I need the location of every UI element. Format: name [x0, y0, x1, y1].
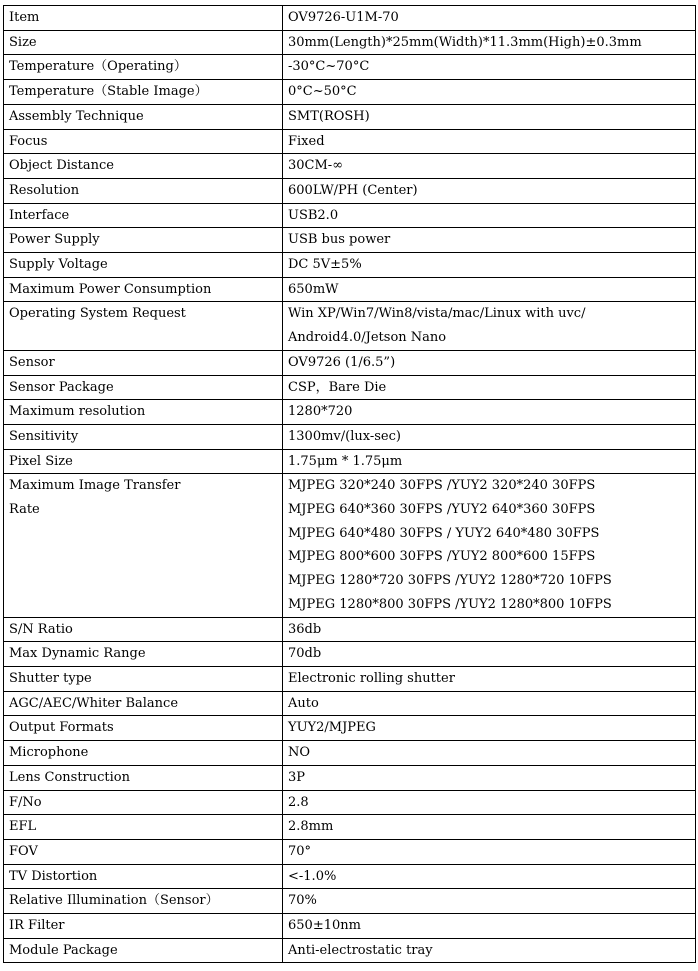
- spec-row: [4, 741, 696, 766]
- spec-value-line: NO: [288, 745, 311, 761]
- spec-row: [4, 424, 696, 449]
- spec-value-cell: [283, 889, 696, 914]
- spec-label-cell: AGC/AEC/Whiter Balance: [4, 691, 283, 716]
- spec-row: [4, 790, 696, 815]
- spec-label-cell: Size: [4, 30, 283, 55]
- spec-row: [4, 154, 696, 179]
- spec-row: [4, 203, 696, 228]
- spec-value-line: 650±10nm: [288, 918, 361, 934]
- spec-row: [4, 55, 696, 80]
- spec-value-line: 1280*720: [288, 404, 353, 420]
- spec-row: [4, 716, 696, 741]
- spec-value-cell: [283, 790, 696, 815]
- spec-value-line: 600LW/PH (Center): [288, 182, 418, 198]
- spec-value-cell: [283, 474, 696, 617]
- spec-value-line: Auto: [288, 695, 319, 711]
- spec-value-cell: [283, 253, 696, 278]
- spec-label-cell: Focus: [4, 129, 283, 154]
- spec-value-line: -30°C~70°C: [288, 59, 370, 75]
- spec-row: [4, 129, 696, 154]
- spec-value-line: MJPEG 320*240 30FPS /YUY2 320*240 30FPS: [288, 478, 596, 494]
- spec-value-line: 70db: [288, 646, 322, 662]
- spec-value-cell: [283, 400, 696, 425]
- spec-row: [4, 350, 696, 375]
- spec-label-cell: Sensor: [4, 350, 283, 375]
- spec-value-cell: [283, 864, 696, 889]
- spec-value-cell: [283, 80, 696, 105]
- spec-label-cell: TV Distortion: [4, 864, 283, 889]
- spec-row: [4, 889, 696, 914]
- spec-value-line: MJPEG 800*600 30FPS /YUY2 800*600 15FPS: [288, 549, 596, 565]
- spec-label-cell: Lens Construction: [4, 765, 283, 790]
- spec-row: [4, 6, 696, 31]
- spec-value-line: MJPEG 640*360 30FPS /YUY2 640*360 30FPS: [288, 502, 596, 518]
- spec-value-cell: [283, 154, 696, 179]
- spec-value-cell: [283, 839, 696, 864]
- spec-value-line: <-1.0%: [288, 868, 337, 884]
- spec-row: [4, 914, 696, 939]
- spec-value-cell: [283, 277, 696, 302]
- spec-row: [4, 864, 696, 889]
- spec-value-cell: [283, 350, 696, 375]
- spec-value-line: 2.8mm: [288, 819, 334, 835]
- spec-label-cell: F/No: [4, 790, 283, 815]
- spec-value-line: Fixed: [288, 133, 325, 149]
- spec-value-cell: [283, 228, 696, 253]
- spec-value-cell: [283, 666, 696, 691]
- spec-value-line: 2.8: [288, 794, 309, 810]
- spec-label-cell: Module Package: [4, 938, 283, 963]
- spec-value-cell: [283, 30, 696, 55]
- spec-label-line: Maximum Image Transfer: [9, 478, 181, 494]
- spec-value-line: 0°C~50°C: [288, 84, 357, 100]
- spec-label-cell: Operating System Request: [4, 302, 283, 350]
- spec-value-line: MJPEG 1280*720 30FPS /YUY2 1280*720 10FPS: [288, 573, 612, 589]
- spec-value-line: 70%: [288, 893, 317, 909]
- spec-value-line: Anti-electrostatic tray: [288, 942, 433, 958]
- spec-value-line: 30mm(Length)*25mm(Width)*11.3mm(High)±0.3mm: [288, 34, 642, 50]
- spec-label-cell: Temperature（Stable Image）: [4, 80, 283, 105]
- spec-label-cell: FOV: [4, 839, 283, 864]
- spec-value-cell: [283, 642, 696, 667]
- spec-value-cell: [283, 424, 696, 449]
- spec-value-line: MJPEG 640*480 30FPS / YUY2 640*480 30FPS: [288, 525, 600, 541]
- spec-value-line: 650mW: [288, 281, 339, 297]
- spec-value-line: Android4.0/Jetson Nano: [288, 330, 447, 346]
- spec-label-cell: Supply Voltage: [4, 253, 283, 278]
- spec-row: [4, 938, 696, 963]
- spec-row: [4, 765, 696, 790]
- spec-table-body: [4, 6, 696, 963]
- spec-row: [4, 474, 696, 617]
- spec-row: [4, 178, 696, 203]
- spec-value-line: SMT(ROSH): [288, 108, 370, 124]
- spec-label-cell: Item: [4, 6, 283, 31]
- spec-label-cell: Sensitivity: [4, 424, 283, 449]
- spec-value-cell: [283, 449, 696, 474]
- spec-value-cell: [283, 617, 696, 642]
- spec-value-cell: [283, 203, 696, 228]
- spec-row: [4, 449, 696, 474]
- spec-value-line: 1.75μm * 1.75μm: [288, 453, 403, 469]
- spec-label-cell: Power Supply: [4, 228, 283, 253]
- spec-value-line: 1300mv/(lux-sec): [288, 428, 401, 444]
- spec-value-cell: [283, 302, 696, 350]
- spec-label-cell: Maximum resolution: [4, 400, 283, 425]
- spec-table: [3, 5, 696, 963]
- spec-value-line: Electronic rolling shutter: [288, 670, 455, 686]
- spec-row: [4, 691, 696, 716]
- spec-value-line: MJPEG 1280*800 30FPS /YUY2 1280*800 10FPS: [288, 596, 612, 612]
- spec-value-cell: [283, 741, 696, 766]
- spec-value-cell: [283, 6, 696, 31]
- spec-label-cell: Output Formats: [4, 716, 283, 741]
- spec-label-cell: Resolution: [4, 178, 283, 203]
- spec-value-line: Win XP/Win7/Win8/vista/mac/Linux with uvc/: [288, 306, 586, 322]
- spec-value-line: YUY2/MJPEG: [288, 720, 376, 736]
- spec-label-cell: Temperature（Operating）: [4, 55, 283, 80]
- spec-value-cell: [283, 178, 696, 203]
- spec-value-cell: [283, 104, 696, 129]
- spec-value-cell: [283, 938, 696, 963]
- spec-value-line: 36db: [288, 621, 322, 637]
- spec-label-cell: Relative Illumination（Sensor）: [4, 889, 283, 914]
- spec-label-cell: IR Filter: [4, 914, 283, 939]
- spec-row: [4, 666, 696, 691]
- spec-label-cell: [4, 474, 283, 617]
- spec-value-cell: [283, 55, 696, 80]
- spec-row: [4, 30, 696, 55]
- spec-row: [4, 839, 696, 864]
- spec-row: [4, 104, 696, 129]
- spec-label-cell: Assembly Technique: [4, 104, 283, 129]
- spec-value-cell: [283, 765, 696, 790]
- spec-row: [4, 642, 696, 667]
- spec-value-line: USB2.0: [288, 207, 339, 223]
- spec-row: [4, 617, 696, 642]
- spec-row: [4, 228, 696, 253]
- spec-value-line: OV9726-U1M-70: [288, 10, 399, 25]
- spec-value-line: CSP，Bare Die: [288, 379, 387, 395]
- spec-label-cell: Shutter type: [4, 666, 283, 691]
- spec-label-line: Rate: [9, 502, 40, 518]
- spec-row: [4, 302, 696, 350]
- spec-value-line: USB bus power: [288, 232, 391, 248]
- spec-value-cell: [283, 914, 696, 939]
- spec-row: [4, 375, 696, 400]
- spec-row: [4, 253, 696, 278]
- spec-value-cell: [283, 815, 696, 840]
- spec-value-line: 30CM-∞: [288, 158, 344, 174]
- spec-row: [4, 815, 696, 840]
- spec-label-cell: Sensor Package: [4, 375, 283, 400]
- spec-value-cell: [283, 375, 696, 400]
- spec-value-cell: [283, 716, 696, 741]
- spec-label-cell: Microphone: [4, 741, 283, 766]
- spec-value-line: DC 5V±5%: [288, 257, 362, 273]
- spec-value-line: 3P: [288, 769, 306, 785]
- spec-label-cell: Pixel Size: [4, 449, 283, 474]
- spec-value-line: 70°: [288, 843, 312, 859]
- spec-value-cell: [283, 129, 696, 154]
- spec-label-cell: Object Distance: [4, 154, 283, 179]
- spec-row: [4, 80, 696, 105]
- spec-label-cell: EFL: [4, 815, 283, 840]
- spec-label-cell: Max Dynamic Range: [4, 642, 283, 667]
- spec-label-cell: Maximum Power Consumption: [4, 277, 283, 302]
- spec-label-cell: Interface: [4, 203, 283, 228]
- spec-row: [4, 400, 696, 425]
- spec-row: [4, 277, 696, 302]
- spec-value-line: OV9726 (1/6.5”): [288, 354, 396, 370]
- spec-label-cell: S/N Ratio: [4, 617, 283, 642]
- spec-value-cell: [283, 691, 696, 716]
